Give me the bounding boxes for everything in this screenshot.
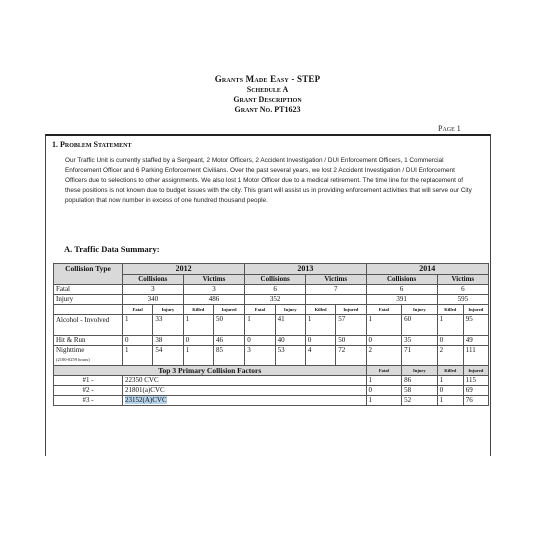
- table-cell: 486: [183, 295, 245, 305]
- sub-header-injury: Injury: [402, 305, 438, 315]
- table-cell: 52: [402, 396, 438, 406]
- table-cell: 1: [437, 396, 463, 406]
- table-cell: 6: [366, 285, 437, 295]
- table-cell: 0: [366, 386, 402, 396]
- sub-header-fatal: Fatal: [366, 305, 402, 315]
- sub-header-injury: Injury: [402, 366, 438, 376]
- table-cell: 46: [213, 336, 244, 346]
- page-number: Page 1: [438, 124, 461, 133]
- table-cell: 49: [463, 336, 488, 346]
- sub-header-injury: Injury: [275, 305, 305, 315]
- table-cell: 3: [183, 285, 245, 295]
- header-line-1: Grants Made Easy - STEP: [214, 74, 321, 84]
- table-cell: 6: [245, 285, 306, 295]
- collisions-header: Collisions: [366, 274, 437, 285]
- table-cell: 111: [463, 346, 488, 366]
- table-cell: 50: [336, 336, 366, 346]
- sub-header-fatal: Fatal: [245, 305, 275, 315]
- table-cell: 3: [245, 346, 275, 366]
- sub-header-injured: Injured: [336, 305, 366, 315]
- row-label-alcohol: Alcohol - Involved: [54, 315, 123, 336]
- factor-rank-1: #1 -: [54, 376, 123, 386]
- table-cell: 352: [245, 295, 306, 305]
- table-cell: 71: [402, 346, 438, 366]
- table-cell: 33: [153, 315, 183, 336]
- table-cell: 2: [366, 346, 402, 366]
- table-cell: 85: [213, 346, 244, 366]
- factor-rank-3: #3 -: [54, 396, 123, 406]
- header-line-4: Grant No. PT1623: [234, 105, 301, 114]
- row-label-nighttime: [54, 346, 123, 366]
- table-cell: 2: [437, 346, 463, 366]
- table-cell: 0: [183, 336, 213, 346]
- factor-code-3-cell: [123, 396, 367, 406]
- table-cell: 50: [213, 315, 244, 336]
- table-cell: 1: [183, 346, 213, 366]
- nighttime-hours-note: (2100-0259 hours): [56, 357, 90, 362]
- table-cell: 1: [366, 315, 402, 336]
- header-line-3: Grant Description: [233, 95, 302, 104]
- table-cell: 7: [305, 285, 366, 295]
- table-cell: 0: [437, 386, 463, 396]
- table-cell: 76: [463, 396, 488, 406]
- sub-header-fatal: Fatal: [123, 305, 153, 315]
- row-label-hit-and-run: Hit & Run: [54, 336, 123, 346]
- victims-header: Victims: [305, 274, 366, 285]
- table-cell: 115: [463, 376, 488, 386]
- section-title: 1. Problem Statement: [52, 140, 132, 149]
- table-cell: 58: [402, 386, 438, 396]
- table-cell-empty: [54, 305, 123, 315]
- table-cell: 40: [275, 336, 305, 346]
- table-cell: 38: [153, 336, 183, 346]
- factor-code-3[interactable]: 23152(A)CVC: [125, 396, 167, 404]
- table-cell: 595: [437, 295, 488, 305]
- factor-rank-2: #2 -: [54, 386, 123, 396]
- victims-header: Victims: [183, 274, 245, 285]
- table-cell: 1: [437, 315, 463, 336]
- table-cell: 1: [123, 346, 153, 366]
- factor-code-1: 22350 CVC: [123, 376, 367, 386]
- table-cell: 4: [305, 346, 335, 366]
- table-cell: 41: [275, 315, 305, 336]
- sub-header-injured: Injured: [213, 305, 244, 315]
- victims-header: Victims: [437, 274, 488, 285]
- table-cell: 72: [336, 346, 366, 366]
- table-cell: 57: [336, 315, 366, 336]
- sub-header-killed: Killed: [183, 305, 213, 315]
- traffic-data-table: [53, 263, 489, 406]
- table-cell: 0: [305, 336, 335, 346]
- table-cell: 0: [366, 336, 402, 346]
- table-cell: 1: [123, 315, 153, 336]
- table-cell: 1: [305, 315, 335, 336]
- table-cell: 95: [463, 315, 488, 336]
- table-cell: 60: [402, 315, 438, 336]
- table-cell: 1: [366, 376, 402, 386]
- table-cell: 391: [366, 295, 437, 305]
- sub-header-killed: Killed: [437, 305, 463, 315]
- table-cell: 1: [437, 376, 463, 386]
- table-cell: 1: [245, 315, 275, 336]
- year-header-2012: 2012: [123, 264, 245, 275]
- injury-row-label: Injury: [54, 295, 123, 305]
- factor-code-2: 21801(a)CVC: [123, 386, 367, 396]
- table-cell: 53: [275, 346, 305, 366]
- sub-header-killed: Killed: [305, 305, 335, 315]
- table-cell: 0: [437, 336, 463, 346]
- sub-header-injury: Injury: [153, 305, 183, 315]
- sub-header-killed: Killed: [437, 366, 463, 376]
- table-cell: 35: [402, 336, 438, 346]
- table-cell: 1: [366, 396, 402, 406]
- table-cell: 0: [123, 336, 153, 346]
- factors-header: Top 3 Primary Collision Factors: [54, 366, 367, 376]
- table-cell: 3: [123, 285, 184, 295]
- table-cell: 1: [183, 315, 213, 336]
- table-cell: 340: [123, 295, 184, 305]
- table-cell: 54: [153, 346, 183, 366]
- table-cell: [305, 295, 366, 305]
- header-line-2: Schedule A: [246, 85, 289, 94]
- collisions-header: Collisions: [245, 274, 306, 285]
- collision-type-header: Collision Type: [54, 264, 123, 285]
- year-header-2014: 2014: [366, 264, 488, 275]
- nighttime-label: Nighttime: [56, 346, 85, 354]
- sub-header-injured: Injured: [463, 366, 488, 376]
- year-header-2013: 2013: [245, 264, 366, 275]
- problem-statement-text: Our Traffic Unit is currently staffed by a Sergeant, 2 Motor Officers, 2 Accident Investigation / DUI Enforcement Officers, 1 Commercial Enforcement Officer and 6 Parking Enforcement Civilians. Over the past several years, we lost 2 Accident Investigation / DUI Enforcement Officers due to selections to other assignments. We also lost 1 Motor Officer due to a medical retirement. The time line for the replacement of these positions is not known due to budget issues with the city. This grant will assist us in providing enforcement activities that will serve our City population that now number in excess of one hundred thousand people.: [65, 157, 472, 204]
- subsection-title: A. Traffic Data Summary:: [64, 244, 160, 254]
- table-cell: 0: [245, 336, 275, 346]
- table-cell: 69: [463, 386, 488, 396]
- collisions-header: Collisions: [123, 274, 184, 285]
- sub-header-injured: Injured: [463, 305, 488, 315]
- fatal-row-label: Fatal: [54, 285, 123, 295]
- table-cell: 86: [402, 376, 438, 386]
- table-cell: 6: [437, 285, 488, 295]
- sub-header-fatal: Fatal: [366, 366, 402, 376]
